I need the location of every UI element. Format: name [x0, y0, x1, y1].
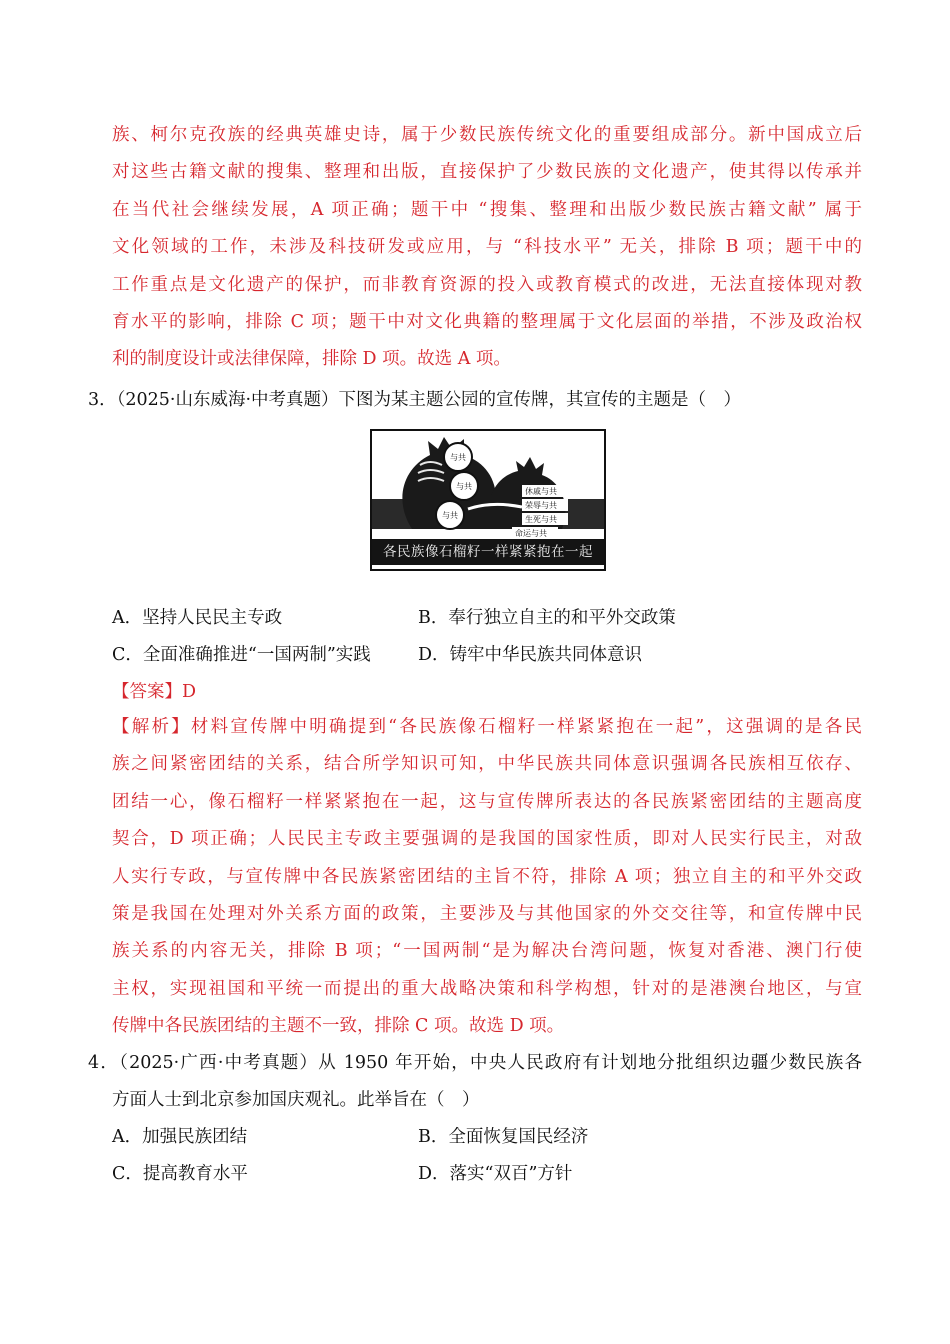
side-label: 生死与共 [525, 515, 557, 524]
q3-analysis-line: 族关系的内容无关，排除 B 项；“一国两制“是为解决台湾问题，恢复对香港、澳门行使 [112, 941, 862, 962]
q2-analysis-line: 利的制度设计或法律保障，排除 D 项。故选 A 项。 [112, 349, 511, 370]
q3-analysis-line: 主权，实现祖国和平统一而提出的重大战略决策和科学构想，针对的是港澳台地区，与宣 [112, 978, 862, 999]
q2-analysis [112, 117, 862, 379]
q3-analysis [112, 709, 862, 1046]
q4-option-c: C．提高教育水平 [112, 1164, 248, 1184]
q3-number: 3． [88, 390, 117, 410]
q4-option-a: A．加强民族团结 [112, 1127, 248, 1147]
bubble-label: 与共 [456, 482, 472, 491]
q3-stem-text: （2025·山东威海·中考真题）下图为某主题公园的宣传牌，其宣传的主题是（ ） [116, 390, 742, 410]
q4-number: 4． [88, 1053, 120, 1073]
q3-analysis-line: 团结一心，像石榴籽一样紧紧抱在一起，这与宣传牌所表达的各民族紧密团结的主题高度 [112, 791, 862, 812]
q3-analysis-line: 族之间紧密团结的关系，结合所学知识可知，中华民族共同体意识强调各民族相互依存、 [112, 754, 862, 775]
q3-analysis-text: 材料宣传牌中明确提到“各民族像石榴籽一样紧紧抱在一起”，这强调的是各民 [190, 717, 862, 737]
bubble-label: 与共 [450, 453, 466, 462]
poster-caption: 各民族像石榴籽一样紧紧抱在一起 [372, 539, 604, 565]
q3-analysis-line: 契合，D 项正确；人民民主专政主要强调的是我国的国家性质，即对人民实行民主，对敌 [112, 829, 862, 850]
side-label: 命运与共 [515, 529, 547, 538]
q2-analysis-line: 族、柯尔克孜族的经典英雄史诗，属于少数民族传统文化的重要组成部分。新中国成立后 [112, 125, 862, 145]
q3-analysis-line: 传牌中各民族团结的主题不一致，排除 C 项。故选 D 项。 [112, 1016, 565, 1037]
q2-analysis-line: 在当代社会继续发展，A 项正确；题干中 “搜集、整理和出版少数民族古籍文献” 属于 [112, 199, 862, 220]
pomegranate-poster [370, 429, 606, 571]
q3-option-d: D．铸牢中华民族共同体意识 [418, 645, 643, 665]
side-label: 荣辱与共 [525, 501, 557, 510]
side-label: 休戚与共 [525, 487, 557, 496]
q4-option-b: B．全面恢复国民经济 [418, 1127, 589, 1147]
answer-value: D [182, 682, 197, 702]
q3-analysis-line: 策是我国在处理对外关系方面的政策，主要涉及与其他国家的外交交往等，和宣传牌中民 [112, 903, 862, 924]
q4-stem-text: （2025·广西·中考真题）从 1950 年开始，中央人民政府有计划地分批组织边疆少数民族各 [119, 1053, 862, 1073]
answer-tag: 【答案】 [112, 682, 182, 702]
analysis-tag: 【解析】 [112, 717, 191, 737]
q4-option-d: D．落实“双百”方针 [418, 1164, 573, 1184]
q3-option-a: A．坚持人民民主专政 [112, 608, 283, 628]
q3-stem [88, 385, 741, 415]
q2-analysis-line: 工作重点是文化遗产的保护，而非教育资源的投入或教育模式的改进，无法直接体现对教 [112, 274, 862, 295]
q4-stem-line: 方面人士到北京参加国庆观礼。此举旨在（ ） [112, 1090, 480, 1110]
q2-analysis-line: 对这些古籍文献的搜集、整理和出版，直接保护了少数民族的文化遗产，使其得以传承并 [112, 162, 862, 183]
q3-analysis-line: 人实行专政，与宣传牌中各民族紧密团结的主旨不符，排除 A 项；独立自主的和平外交政 [112, 866, 862, 887]
q3-analysis-line [112, 709, 862, 746]
q4-stem [88, 1045, 862, 1119]
q2-analysis-line: 文化领域的工作，未涉及科技研发或应用，与 “科技水平” 无关，排除 B 项；题干中的 [112, 237, 862, 258]
q3-option-c: C．全面准确推进“一国两制”实践 [112, 645, 371, 665]
q3-option-b: B．奉行独立自主的和平外交政策 [418, 608, 676, 628]
q3-answer [112, 677, 196, 707]
q4-stem-line [88, 1045, 862, 1082]
q2-analysis-line: 育水平的影响，排除 C 项；题干中对文化典籍的整理属于文化层面的举措，不涉及政治权 [112, 311, 862, 332]
bubble-label: 与共 [442, 511, 458, 520]
